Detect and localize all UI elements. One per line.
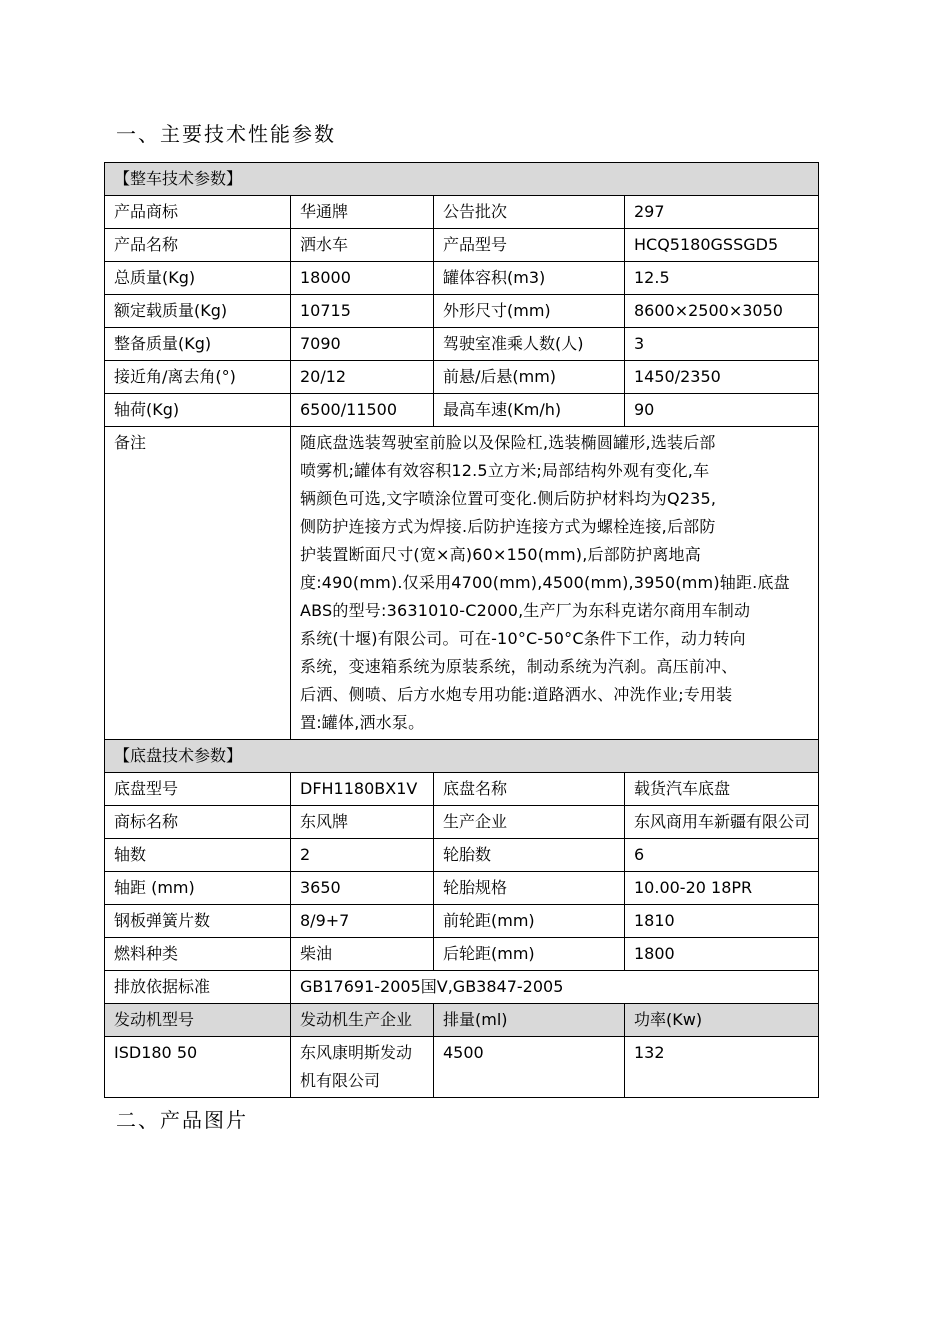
engine-value-cell: ISD180 50 <box>105 1037 291 1098</box>
label-cell: 接近角/离去角(°) <box>105 361 291 394</box>
vehicle-row <box>105 394 819 427</box>
label-cell: 底盘名称 <box>434 773 625 806</box>
remarks-line: 置:罐体,洒水泵。 <box>300 713 425 732</box>
engine-header-cell: 功率(Kw) <box>625 1004 819 1037</box>
value-cell: 6500/11500 <box>291 394 434 427</box>
remarks-line: 系统，变速箱系统为原装系统，制动系统为汽刹。高压前冲、 <box>300 657 738 676</box>
label-cell: 轴数 <box>105 839 291 872</box>
chassis-row <box>105 839 819 872</box>
remarks-label: 备注 <box>105 427 291 740</box>
label-cell: 额定载质量(Kg) <box>105 295 291 328</box>
vehicle-row <box>105 262 819 295</box>
chassis-row <box>105 773 819 806</box>
remarks-line: 喷雾机;罐体有效容积12.5立方米;局部结构外观有变化,车 <box>300 461 710 480</box>
value-cell: 297 <box>625 196 819 229</box>
value-cell: 6 <box>625 839 819 872</box>
vehicle-row <box>105 295 819 328</box>
engine-value-cell: 132 <box>625 1037 819 1098</box>
value-cell: 1810 <box>625 905 819 938</box>
remarks-row <box>105 427 819 740</box>
emission-label: 排放依据标准 <box>105 971 291 1004</box>
value-cell: 90 <box>625 394 819 427</box>
value-cell: 洒水车 <box>291 229 434 262</box>
remarks-line: 侧防护连接方式为焊接.后防护连接方式为螺栓连接,后部防 <box>300 517 716 536</box>
remarks-line: 护装置断面尺寸(宽×高)60×150(mm),后部防护离地高 <box>300 545 701 564</box>
value-cell: 华通牌 <box>291 196 434 229</box>
value-cell: 8/9+7 <box>291 905 434 938</box>
label-cell: 前悬/后悬(mm) <box>434 361 625 394</box>
vehicle-row <box>105 229 819 262</box>
vehicle-header-row <box>105 163 819 196</box>
engine-header-row <box>105 1004 819 1037</box>
value-cell: 柴油 <box>291 938 434 971</box>
remarks-line: ABS的型号:3631010-C2000,生产厂为东科克诺尔商用车制动 <box>300 601 751 620</box>
remarks-line: 后洒、侧喷、后方水炮专用功能:道路洒水、冲洗作业;专用装 <box>300 685 733 704</box>
section-1-title: 一、主要技术性能参数 <box>116 122 336 146</box>
spec-table <box>104 162 819 1098</box>
value-cell: 8600×2500×3050 <box>625 295 819 328</box>
value-cell: HCQ5180GSSGD5 <box>625 229 819 262</box>
chassis-row <box>105 806 819 839</box>
label-cell: 商标名称 <box>105 806 291 839</box>
value-cell: 10.00-20 18PR <box>625 872 819 905</box>
engine-header-cell: 发动机型号 <box>105 1004 291 1037</box>
vehicle-row <box>105 196 819 229</box>
label-cell: 前轮距(mm) <box>434 905 625 938</box>
chassis-row <box>105 938 819 971</box>
engine-value-cell: 4500 <box>434 1037 625 1098</box>
remarks-line: 度:490(mm).仅采用4700(mm),4500(mm),3950(mm)轴距.底盘 <box>300 573 790 592</box>
value-cell: 东风牌 <box>291 806 434 839</box>
chassis-row <box>105 872 819 905</box>
label-cell: 整备质量(Kg) <box>105 328 291 361</box>
vehicle-row <box>105 328 819 361</box>
label-cell: 外形尺寸(mm) <box>434 295 625 328</box>
label-cell: 产品型号 <box>434 229 625 262</box>
remarks-line: 随底盘选装驾驶室前脸以及保险杠,选装椭圆罐形,选装后部 <box>300 433 716 452</box>
chassis-header: 【底盘技术参数】 <box>105 740 819 773</box>
engine-header-cell: 发动机生产企业 <box>291 1004 434 1037</box>
label-cell: 最高车速(Km/h) <box>434 394 625 427</box>
remarks-text <box>291 427 819 740</box>
label-cell: 产品名称 <box>105 229 291 262</box>
value-cell: 10715 <box>291 295 434 328</box>
value-cell: 7090 <box>291 328 434 361</box>
label-cell: 底盘型号 <box>105 773 291 806</box>
emission-value: GB17691-2005国Ⅴ,GB3847-2005 <box>291 971 819 1004</box>
section-2-title: 二、产品图片 <box>116 1108 248 1132</box>
label-cell: 轮胎规格 <box>434 872 625 905</box>
label-cell: 钢板弹簧片数 <box>105 905 291 938</box>
value-cell: 18000 <box>291 262 434 295</box>
value-cell: 20/12 <box>291 361 434 394</box>
value-cell: 1800 <box>625 938 819 971</box>
label-cell: 驾驶室准乘人数(人) <box>434 328 625 361</box>
label-cell: 公告批次 <box>434 196 625 229</box>
label-cell: 生产企业 <box>434 806 625 839</box>
label-cell: 罐体容积(m3) <box>434 262 625 295</box>
label-cell: 产品商标 <box>105 196 291 229</box>
label-cell: 轮胎数 <box>434 839 625 872</box>
remarks-line: 系统(十堰)有限公司。可在-10°C-50°C条件下工作，动力转向 <box>300 629 746 648</box>
engine-value-cell: 东风康明斯发动机有限公司 <box>291 1037 434 1098</box>
vehicle-header: 【整车技术参数】 <box>105 163 819 196</box>
vehicle-row <box>105 361 819 394</box>
label-cell: 轴距 (mm) <box>105 872 291 905</box>
value-cell: 2 <box>291 839 434 872</box>
value-cell: 12.5 <box>625 262 819 295</box>
value-cell: 东风商用车新疆有限公司 <box>625 806 819 839</box>
remarks-line: 辆颜色可选,文字喷涂位置可变化.侧后防护材料均为Q235, <box>300 489 717 508</box>
label-cell: 轴荷(Kg) <box>105 394 291 427</box>
emission-row <box>105 971 819 1004</box>
value-cell: DFH1180BX1V <box>291 773 434 806</box>
value-cell: 1450/2350 <box>625 361 819 394</box>
label-cell: 燃料种类 <box>105 938 291 971</box>
label-cell: 总质量(Kg) <box>105 262 291 295</box>
value-cell: 载货汽车底盘 <box>625 773 819 806</box>
engine-header-cell: 排量(ml) <box>434 1004 625 1037</box>
chassis-row <box>105 905 819 938</box>
label-cell: 后轮距(mm) <box>434 938 625 971</box>
chassis-header-row <box>105 740 819 773</box>
engine-row <box>105 1037 819 1098</box>
value-cell: 3650 <box>291 872 434 905</box>
value-cell: 3 <box>625 328 819 361</box>
